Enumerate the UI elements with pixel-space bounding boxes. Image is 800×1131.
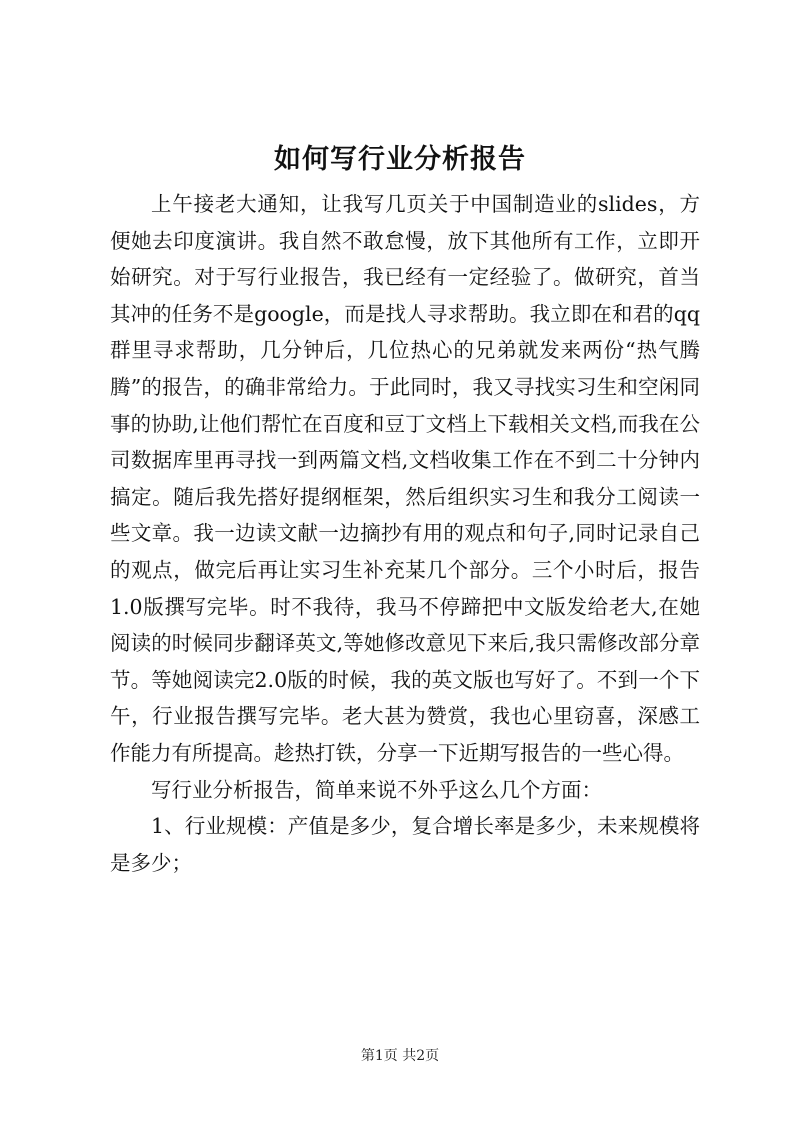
document-title: 如何写行业分析报告 — [274, 144, 526, 175]
paragraph-intro: 上午接老大通知，让我写几页关于中国制造业的slides，方便她去印度演讲。我自然不敢怠慢，放下其他所有工作，立即开始研究。对于写行业报告，我已经有一定经验了。做研究，首当其冲的任务不是google，而是找人寻求帮助。我立即在和君的qq群里寻求帮助，几分钟后，几位热心的兄弟就发来两份“热气腾腾”的报告，的确非常给力。于此同时，我又寻找实习生和空闲同事的协助,让他们帮忙在百度和豆丁文档上下载相关文档,而我在公司数据库里再寻找一到两篇文档,文档收集工作在不到二十分钟内搞定。随后我先搭好提纲框架，然后组织实习生和我分工阅读一些文章。我一边读文献一边摘抄有用的观点和句子,同时记录自己的观点，做完后再让实习生补充某几个部分。三个小时后，报告1.0版撰写完毕。时不我待，我马不停蹄把中文版发给老大,在她阅读的时候同步翻译英文,等她修改意见下来后,我只需修改部分章节。等她阅读完2.0版的时候，我的英文版也写好了。不到一个下午，行业报告撰写完毕。老大甚为赞赏，我也心里窃喜，深感工作能力有所提高。趁热打铁，分享一下近期写报告的一些心得。 — [110, 192, 700, 765]
document-body — [110, 186, 700, 881]
page-footer: 第1页 共2页 — [360, 1048, 440, 1064]
paragraph-overview: 写行业分析报告，简单来说不外乎这么几个方面： — [151, 777, 602, 802]
paragraph-item-1: 1、行业规模：产值是多少，复合增长率是多少，未来规模将是多少； — [110, 814, 700, 875]
